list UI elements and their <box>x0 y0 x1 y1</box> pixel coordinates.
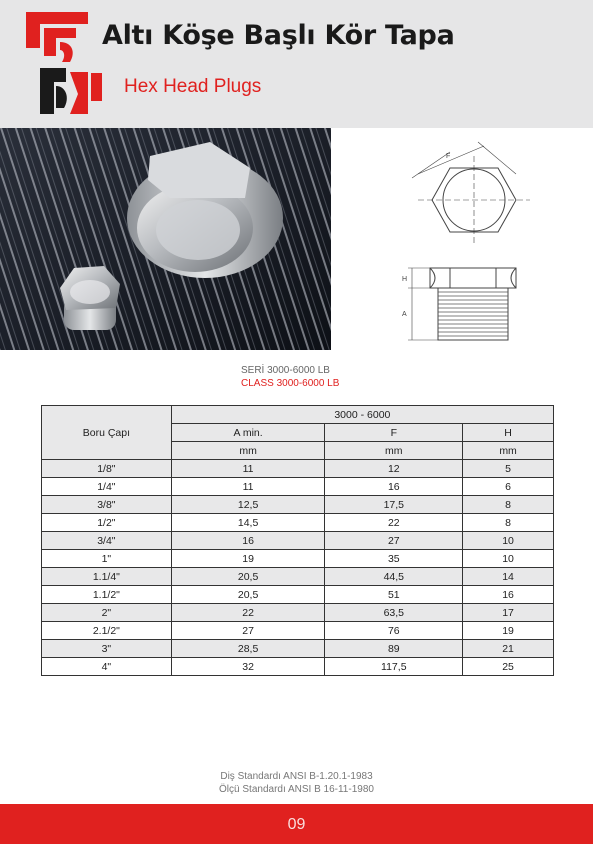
series-tr: SERİ 3000-6000 LB <box>241 365 330 376</box>
table-row <box>42 604 554 622</box>
cell-f: 44,5 <box>325 568 463 586</box>
cell-a: 19 <box>171 550 325 568</box>
header-col-f: F <box>325 424 463 442</box>
cell-f: 51 <box>325 586 463 604</box>
series-en: CLASS 3000-6000 LB <box>241 378 340 389</box>
cell-a: 12,5 <box>171 496 325 514</box>
cell-f: 17,5 <box>325 496 463 514</box>
table-row <box>42 478 554 496</box>
cell-a: 27 <box>171 622 325 640</box>
dimension-standard: Ölçü Standardı ANSI B 16-11-1980 <box>219 784 374 795</box>
unit-col-h: mm <box>463 442 554 460</box>
page-number: 09 <box>287 816 306 833</box>
cell-a: 20,5 <box>171 586 325 604</box>
page-title: Altı Köşe Başlı Kör Tapa <box>102 20 455 51</box>
table-row <box>42 460 554 478</box>
cell-size: 3" <box>42 640 172 658</box>
accent-bar <box>91 73 102 101</box>
header-class-group: 3000 - 6000 <box>171 406 553 424</box>
cell-h: 8 <box>463 496 554 514</box>
hex-top-view-drawing <box>398 138 538 258</box>
cell-h: 10 <box>463 532 554 550</box>
cell-size: 3/4" <box>42 532 172 550</box>
cell-f: 89 <box>325 640 463 658</box>
table-row <box>42 640 554 658</box>
cell-a: 20,5 <box>171 568 325 586</box>
cell-f: 22 <box>325 514 463 532</box>
cell-h: 14 <box>463 568 554 586</box>
table-row <box>42 586 554 604</box>
cell-f: 35 <box>325 550 463 568</box>
cell-f: 117,5 <box>325 658 463 676</box>
company-logo-icon <box>26 12 88 114</box>
header-col-a: A min. <box>171 424 325 442</box>
dimension-label-f: F <box>446 153 451 160</box>
cell-size: 1/8" <box>42 460 172 478</box>
table-row <box>42 568 554 586</box>
thread-standard: Diş Standardı ANSI B-1.20.1-1983 <box>220 771 373 782</box>
cell-size: 1.1/2" <box>42 586 172 604</box>
small-plug <box>60 266 120 330</box>
series-info <box>241 364 339 390</box>
standards-note <box>0 770 593 796</box>
cell-a: 28,5 <box>171 640 325 658</box>
cell-a: 32 <box>171 658 325 676</box>
unit-col-f: mm <box>325 442 463 460</box>
cell-h: 16 <box>463 586 554 604</box>
hex-side-view-drawing <box>398 258 538 348</box>
cell-f: 27 <box>325 532 463 550</box>
cell-a: 22 <box>171 604 325 622</box>
cell-h: 17 <box>463 604 554 622</box>
cell-f: 76 <box>325 622 463 640</box>
cell-h: 25 <box>463 658 554 676</box>
table-row <box>42 550 554 568</box>
cell-f: 63,5 <box>325 604 463 622</box>
dimension-label-a: A <box>402 311 407 318</box>
header-pipe-size: Boru Çapı <box>42 406 172 460</box>
page-subtitle: Hex Head Plugs <box>124 76 262 97</box>
cell-a: 11 <box>171 460 325 478</box>
cell-size: 2" <box>42 604 172 622</box>
cell-size: 1" <box>42 550 172 568</box>
cell-size: 2.1/2" <box>42 622 172 640</box>
table-row <box>42 514 554 532</box>
header-band <box>0 0 593 128</box>
cell-f: 16 <box>325 478 463 496</box>
cell-f: 12 <box>325 460 463 478</box>
product-photo <box>0 128 331 350</box>
dimension-label-h: H <box>402 276 408 283</box>
footer-band <box>0 804 593 844</box>
table-row <box>42 532 554 550</box>
cell-size: 1/2" <box>42 514 172 532</box>
cell-a: 16 <box>171 532 325 550</box>
cell-h: 6 <box>463 478 554 496</box>
cell-size: 1.1/4" <box>42 568 172 586</box>
cell-size: 3/8" <box>42 496 172 514</box>
cell-h: 8 <box>463 514 554 532</box>
cell-size: 4" <box>42 658 172 676</box>
cell-size: 1/4" <box>42 478 172 496</box>
table-row <box>42 622 554 640</box>
table-row <box>42 658 554 676</box>
cell-h: 21 <box>463 640 554 658</box>
cell-a: 14,5 <box>171 514 325 532</box>
spec-table <box>41 405 554 676</box>
cell-a: 11 <box>171 478 325 496</box>
cell-h: 5 <box>463 460 554 478</box>
unit-col-a: mm <box>171 442 325 460</box>
header-col-h: H <box>463 424 554 442</box>
table-row <box>42 496 554 514</box>
cell-h: 19 <box>463 622 554 640</box>
cell-h: 10 <box>463 550 554 568</box>
